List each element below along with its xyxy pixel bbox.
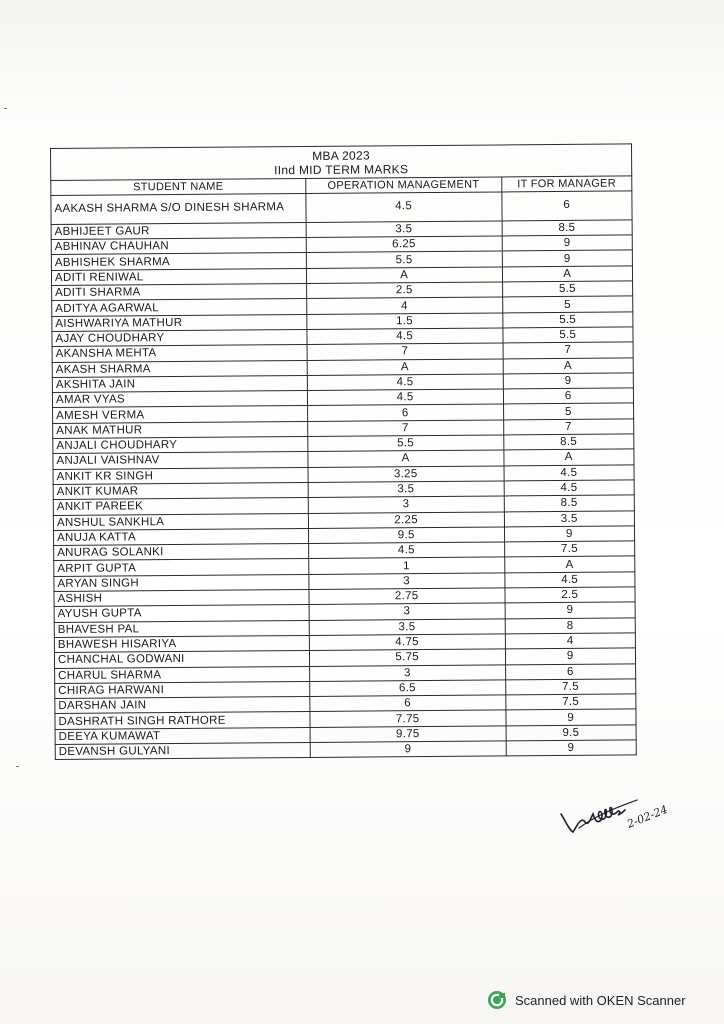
student-name-cell: AMAR VYAS: [52, 391, 307, 408]
operation-management-mark-cell: 5.75: [309, 649, 505, 666]
student-name-cell: AYUSH GUPTA: [54, 605, 309, 622]
it-for-manager-mark-cell: 8.5: [503, 434, 634, 450]
operation-management-mark-cell: 7: [307, 343, 503, 360]
student-name-cell: ABHIJEET GAUR: [51, 222, 306, 239]
it-for-manager-mark-cell: 7.5: [505, 679, 636, 695]
it-for-manager-mark-cell: 4.5: [504, 465, 635, 481]
student-name-cell: BHAWESH HISARIYA: [54, 635, 309, 652]
student-name-cell: ARYAN SINGH: [54, 574, 309, 591]
operation-management-mark-cell: 4.5: [306, 192, 502, 223]
operation-management-mark-cell: 3.5: [309, 619, 505, 636]
it-for-manager-mark-cell: 8.5: [502, 220, 633, 236]
student-name-cell: AKSHITA JAIN: [52, 375, 307, 392]
operation-management-mark-cell: 3.5: [308, 481, 504, 498]
it-for-manager-mark-cell: 9: [502, 235, 633, 251]
operation-management-mark-cell: 4: [307, 297, 503, 314]
marks-table: [50, 143, 637, 760]
student-name-cell: ABHINAV CHAUHAN: [51, 238, 306, 255]
student-name-cell: ANJALI CHOUDHARY: [53, 437, 308, 454]
it-for-manager-mark-cell: 5: [503, 403, 634, 419]
table-title: MBA 2023: [51, 144, 632, 165]
it-for-manager-mark-cell: 9: [505, 709, 636, 725]
student-name-cell: CHANCHAL GODWANI: [54, 651, 309, 668]
operation-management-mark-cell: 4.5: [307, 374, 503, 391]
operation-management-mark-cell: 2.25: [308, 511, 504, 528]
operation-management-mark-cell: 5.5: [308, 435, 504, 452]
column-header-student-name: STUDENT NAME: [51, 178, 306, 195]
oken-scanner-logo-icon: [487, 990, 507, 1010]
it-for-manager-mark-cell: 9: [506, 740, 637, 756]
operation-management-mark-cell: 4.75: [309, 634, 505, 651]
it-for-manager-mark-cell: A: [504, 556, 635, 572]
operation-management-mark-cell: 2.5: [306, 282, 502, 299]
it-for-manager-mark-cell: 4: [505, 633, 636, 649]
operation-management-mark-cell: 5.5: [306, 251, 502, 268]
operation-management-mark-cell: 7.75: [310, 710, 506, 727]
scanner-watermark: [487, 990, 686, 1010]
operation-management-mark-cell: 4.5: [307, 328, 503, 345]
student-name-cell: CHARUL SHARMA: [55, 666, 310, 683]
student-name-cell: ADITI RENIWAL: [51, 268, 306, 285]
operation-management-mark-cell: 3: [309, 573, 505, 590]
operation-management-mark-cell: 6.5: [310, 680, 506, 697]
student-name-cell: AJAY CHOUDHARY: [52, 329, 307, 346]
operation-management-mark-cell: 6: [307, 404, 503, 421]
it-for-manager-mark-cell: 8: [505, 618, 636, 634]
student-name-cell: DEVANSH GULYANI: [55, 742, 310, 759]
student-name-cell: ANURAG SOLANKI: [54, 544, 309, 561]
student-name-cell: AAKASH SHARMA S/O DINESH SHARMA: [51, 193, 306, 224]
it-for-manager-mark-cell: 5: [502, 296, 633, 312]
marks-table-body: [51, 191, 636, 760]
operation-management-mark-cell: 2.75: [309, 588, 505, 605]
student-name-cell: AKANSHA MEHTA: [52, 345, 307, 362]
it-for-manager-mark-cell: 5.5: [502, 327, 633, 343]
operation-management-mark-cell: 4.5: [307, 389, 503, 406]
it-for-manager-mark-cell: 6: [505, 663, 636, 679]
student-name-cell: AKASH SHARMA: [52, 360, 307, 377]
scan-speck: [16, 766, 19, 767]
student-name-cell: CHIRAG HARWANI: [55, 681, 310, 698]
operation-management-mark-cell: A: [306, 267, 502, 284]
it-for-manager-mark-cell: 6: [503, 388, 634, 404]
it-for-manager-mark-cell: 6: [501, 191, 632, 221]
it-for-manager-mark-cell: A: [502, 266, 633, 282]
student-name-cell: ANAK MATHUR: [53, 421, 308, 438]
student-name-cell: ANJALI VAISHNAV: [53, 452, 308, 469]
it-for-manager-mark-cell: 2.5: [504, 587, 635, 603]
student-name-cell: ANKIT PAREEK: [53, 498, 308, 515]
student-name-cell: ANKIT KUMAR: [53, 482, 308, 499]
student-name-cell: AISHWARIYA MATHUR: [52, 314, 307, 331]
operation-management-mark-cell: 3: [309, 664, 505, 681]
student-name-cell: DARSHAN JAIN: [55, 697, 310, 714]
it-for-manager-mark-cell: 9.5: [506, 725, 637, 741]
it-for-manager-mark-cell: A: [503, 357, 634, 373]
student-name-cell: ANUJA KATTA: [54, 528, 309, 545]
it-for-manager-mark-cell: 9: [505, 648, 636, 664]
table-row: [51, 191, 632, 225]
operation-management-mark-cell: 6.25: [306, 236, 502, 253]
operation-management-mark-cell: 3: [308, 496, 504, 513]
student-name-cell: ASHISH: [54, 589, 309, 606]
it-for-manager-mark-cell: 3.5: [504, 510, 635, 526]
student-name-cell: ADITI SHARMA: [52, 284, 307, 301]
it-for-manager-mark-cell: 9: [505, 602, 636, 618]
it-for-manager-mark-cell: A: [503, 449, 634, 465]
it-for-manager-mark-cell: 4.5: [504, 480, 635, 496]
student-name-cell: DEEYA KUMAWAT: [55, 727, 310, 744]
it-for-manager-mark-cell: 7.5: [505, 694, 636, 710]
it-for-manager-mark-cell: 4.5: [504, 572, 635, 588]
student-name-cell: ANSHUL SANKHLA: [53, 513, 308, 530]
signature-date: 2-02-24: [625, 802, 670, 831]
operation-management-mark-cell: 6: [310, 695, 506, 712]
operation-management-mark-cell: 9.75: [310, 726, 506, 743]
operation-management-mark-cell: A: [308, 450, 504, 467]
student-name-cell: DASHRATH SINGH RATHORE: [55, 712, 310, 729]
scanner-watermark-text: Scanned with OKEN Scanner: [515, 992, 686, 1008]
column-header-it-for-manager: IT FOR MANAGER: [501, 176, 632, 192]
student-name-cell: ADITYA AGARWAL: [52, 299, 307, 316]
handwritten-signature: [555, 786, 705, 846]
it-for-manager-mark-cell: 5.5: [502, 281, 633, 297]
it-for-manager-mark-cell: 7: [503, 419, 634, 435]
it-for-manager-mark-cell: 7: [503, 342, 634, 358]
student-name-cell: AMESH VERMA: [53, 406, 308, 423]
it-for-manager-mark-cell: 9: [504, 526, 635, 542]
operation-management-mark-cell: 3: [309, 603, 505, 620]
operation-management-mark-cell: 9: [310, 741, 506, 758]
table-subtitle: IInd MID TERM MARKS: [51, 161, 632, 180]
operation-management-mark-cell: A: [307, 359, 503, 376]
student-name-cell: BHAVESH PAL: [54, 620, 309, 637]
student-name-cell: ARPIT GUPTA: [54, 559, 309, 576]
operation-management-mark-cell: 4.5: [308, 542, 504, 559]
it-for-manager-mark-cell: 9: [502, 250, 633, 266]
it-for-manager-mark-cell: 9: [503, 373, 634, 389]
student-name-cell: ABHISHEK SHARMA: [51, 253, 306, 270]
it-for-manager-mark-cell: 8.5: [504, 495, 635, 511]
it-for-manager-mark-cell: 7.5: [504, 541, 635, 557]
operation-management-mark-cell: 1.5: [307, 313, 503, 330]
student-name-cell: ANKIT KR SINGH: [53, 467, 308, 484]
scan-speck: [4, 108, 7, 109]
it-for-manager-mark-cell: 5.5: [502, 312, 633, 328]
operation-management-mark-cell: 9.5: [308, 527, 504, 544]
column-header-operation-management: OPERATION MANAGEMENT: [306, 177, 502, 194]
operation-management-mark-cell: 1: [309, 557, 505, 574]
operation-management-mark-cell: 3.5: [306, 221, 502, 238]
operation-management-mark-cell: 7: [307, 420, 503, 437]
operation-management-mark-cell: 3.25: [308, 466, 504, 483]
